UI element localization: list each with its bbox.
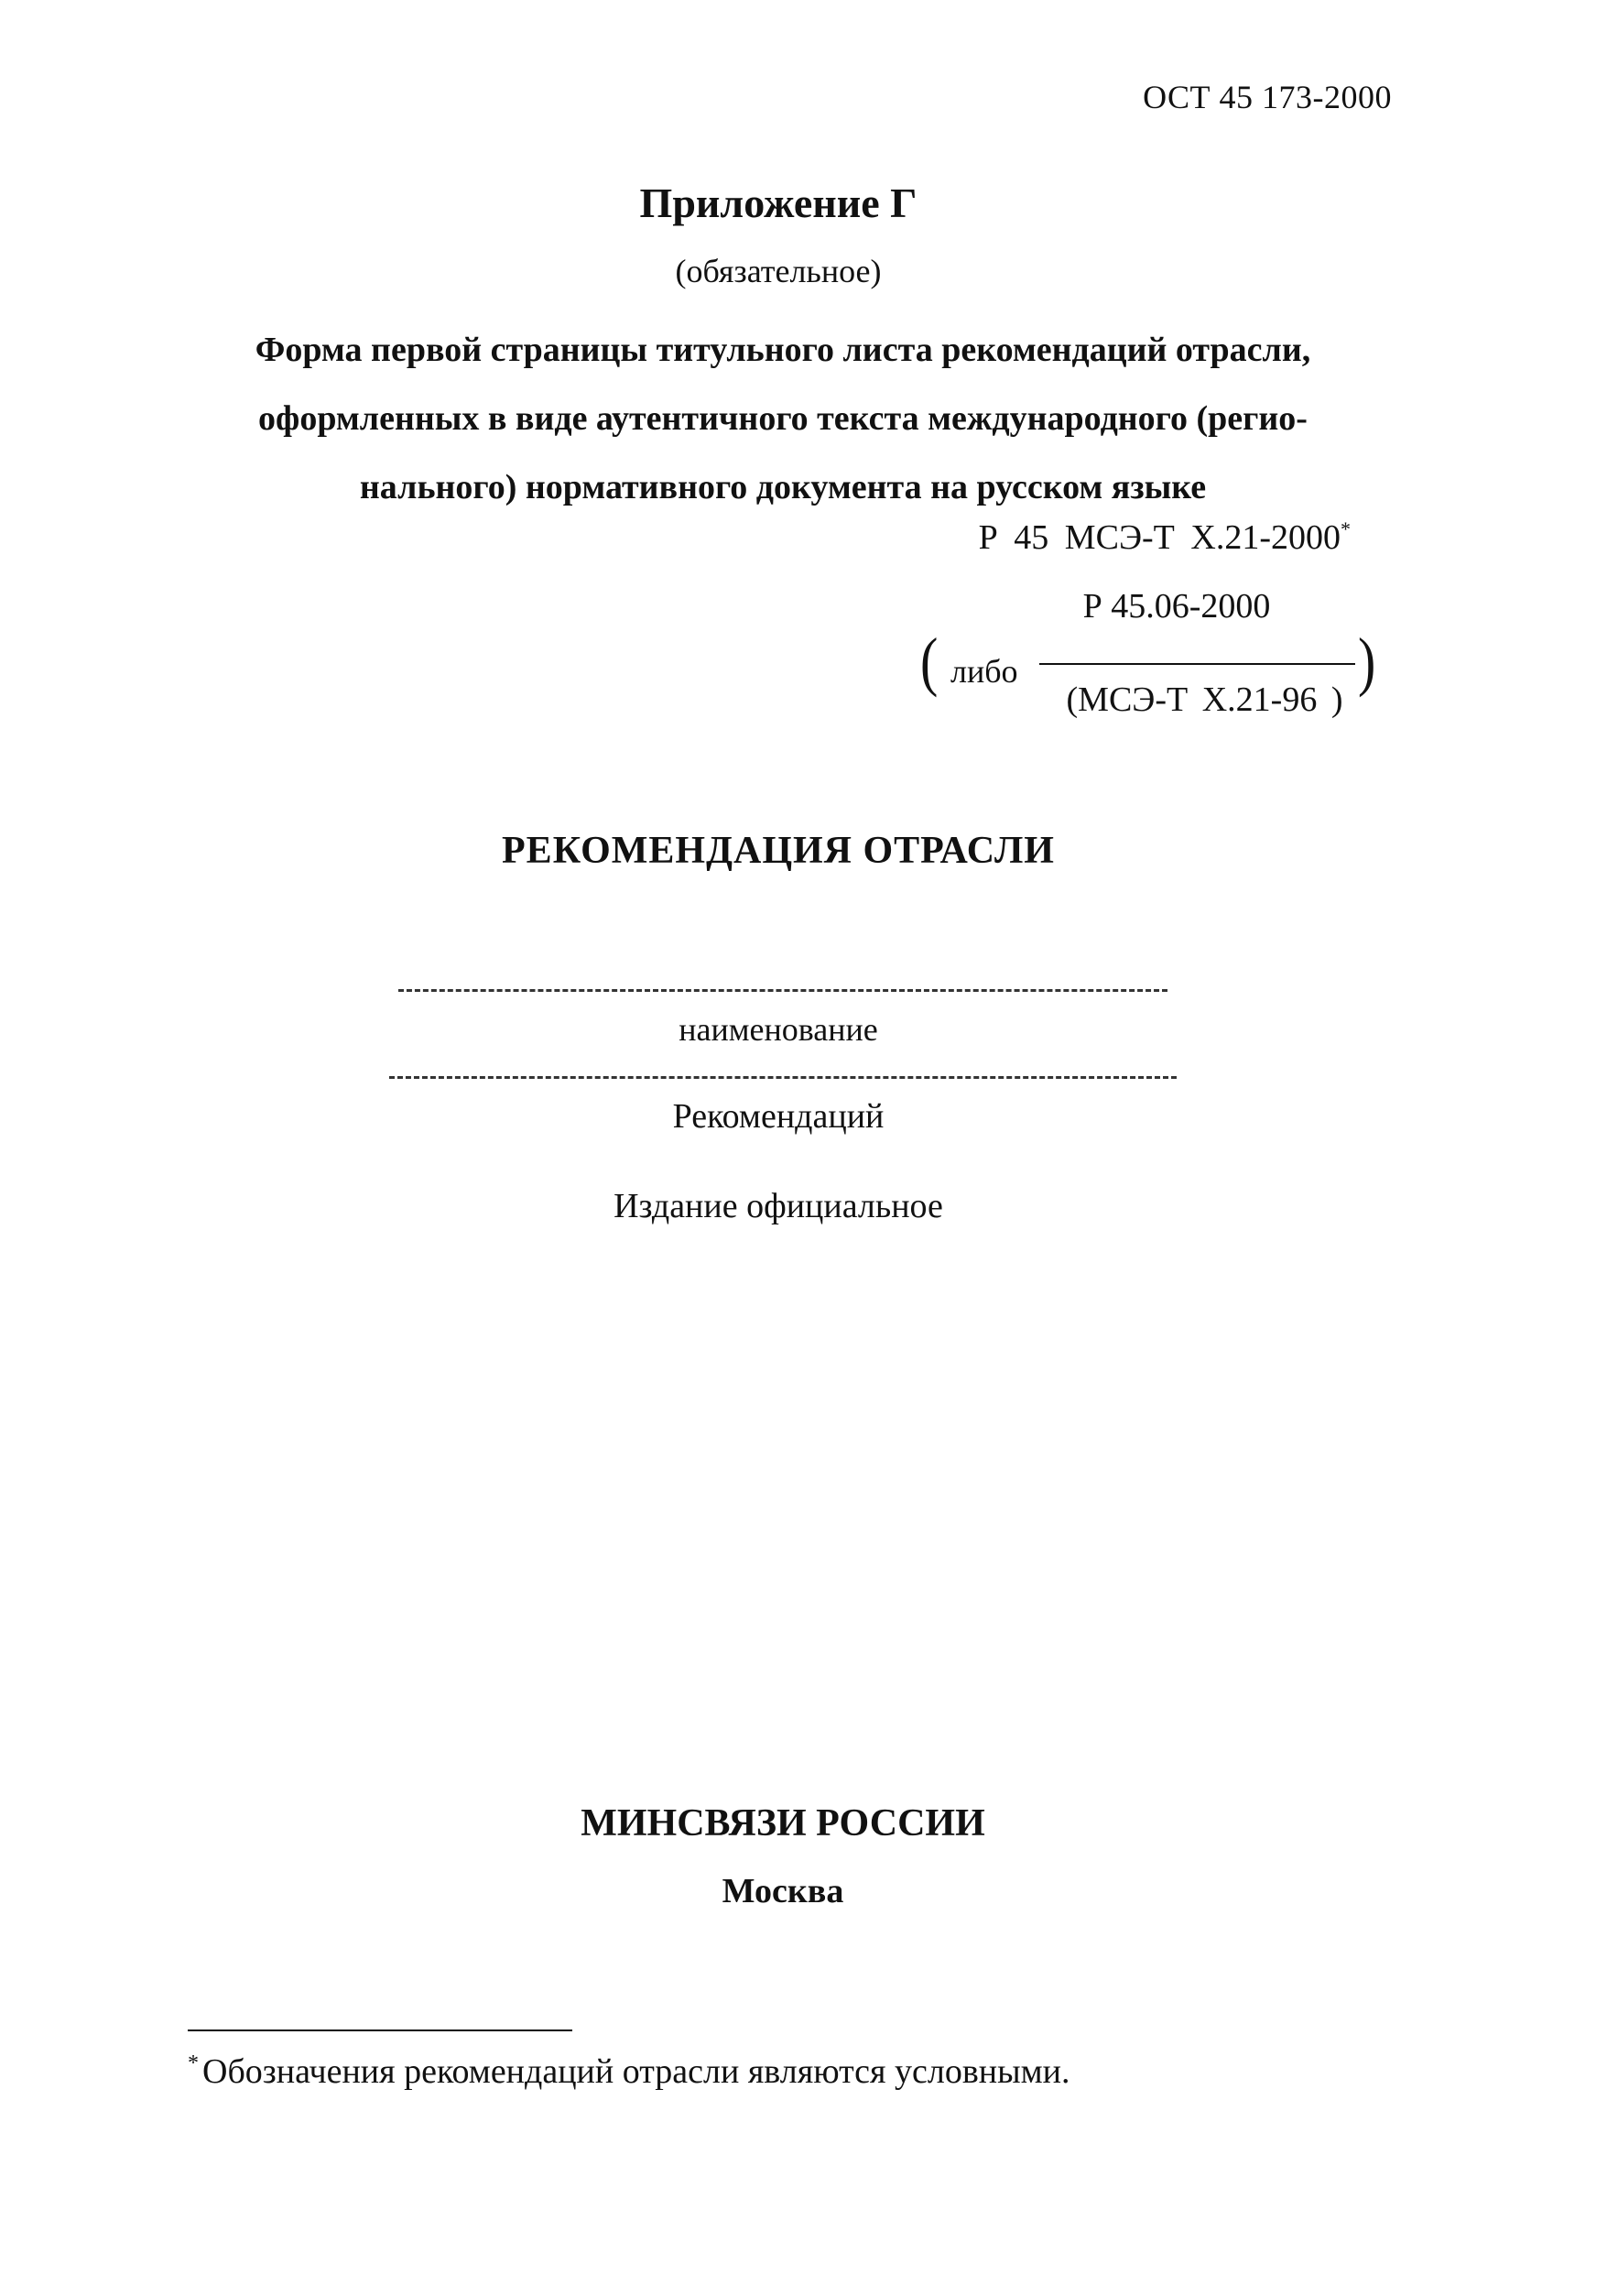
form-title [174,316,1392,522]
open-parenthesis: ( [920,623,939,699]
form-title-line-3: нального) нормативного документа на русском языке [359,468,1207,506]
footnote-divider [188,2029,572,2031]
name-placeholder: наименование [679,1011,878,1048]
alternative-designation [920,586,1396,742]
primary-designation [979,517,1351,558]
recommendations-label: Рекомендаций [672,1097,885,1136]
alternative-word: либо [950,653,1018,690]
primary-designation-code: Р 45 МСЭ-Т Х.21-2000 [978,518,1341,557]
form-title-line-1: Форма первой страницы титульного листа рекомендаций отрасли, [255,331,1311,369]
dashed-divider-top [398,989,1167,992]
edition-label: Издание официальное [613,1187,943,1225]
appendix-status: (обязательное) [675,253,882,289]
alternative-denominator: (МСЭ-Т Х.21-96 ) [1066,680,1343,719]
form-title-line-2: оформленных в виде аутентичного текста международного (регио- [258,399,1308,438]
appendix-title: Приложение Г [639,180,918,226]
fraction-line [1039,663,1355,665]
recommendation-heading: РЕКОМЕНДАЦИЯ ОТРАСЛИ [502,830,1055,872]
standard-code: ОСТ 45 173-2000 [1143,79,1392,115]
publisher-city: Москва [722,1872,844,1910]
footnote-mark: * [188,2051,199,2075]
footnote-text: Обозначения рекомендаций отрасли являются условными. [202,2052,1070,2091]
publisher-name: МИНСВЯЗИ РОССИИ [581,1802,985,1844]
footnote-reference-mark: * [1341,517,1351,540]
footnote [188,2051,1070,2092]
dashed-divider-bottom [389,1076,1177,1079]
alternative-numerator: Р 45.06-2000 [1082,587,1271,626]
close-parenthesis: ) [1358,623,1376,699]
